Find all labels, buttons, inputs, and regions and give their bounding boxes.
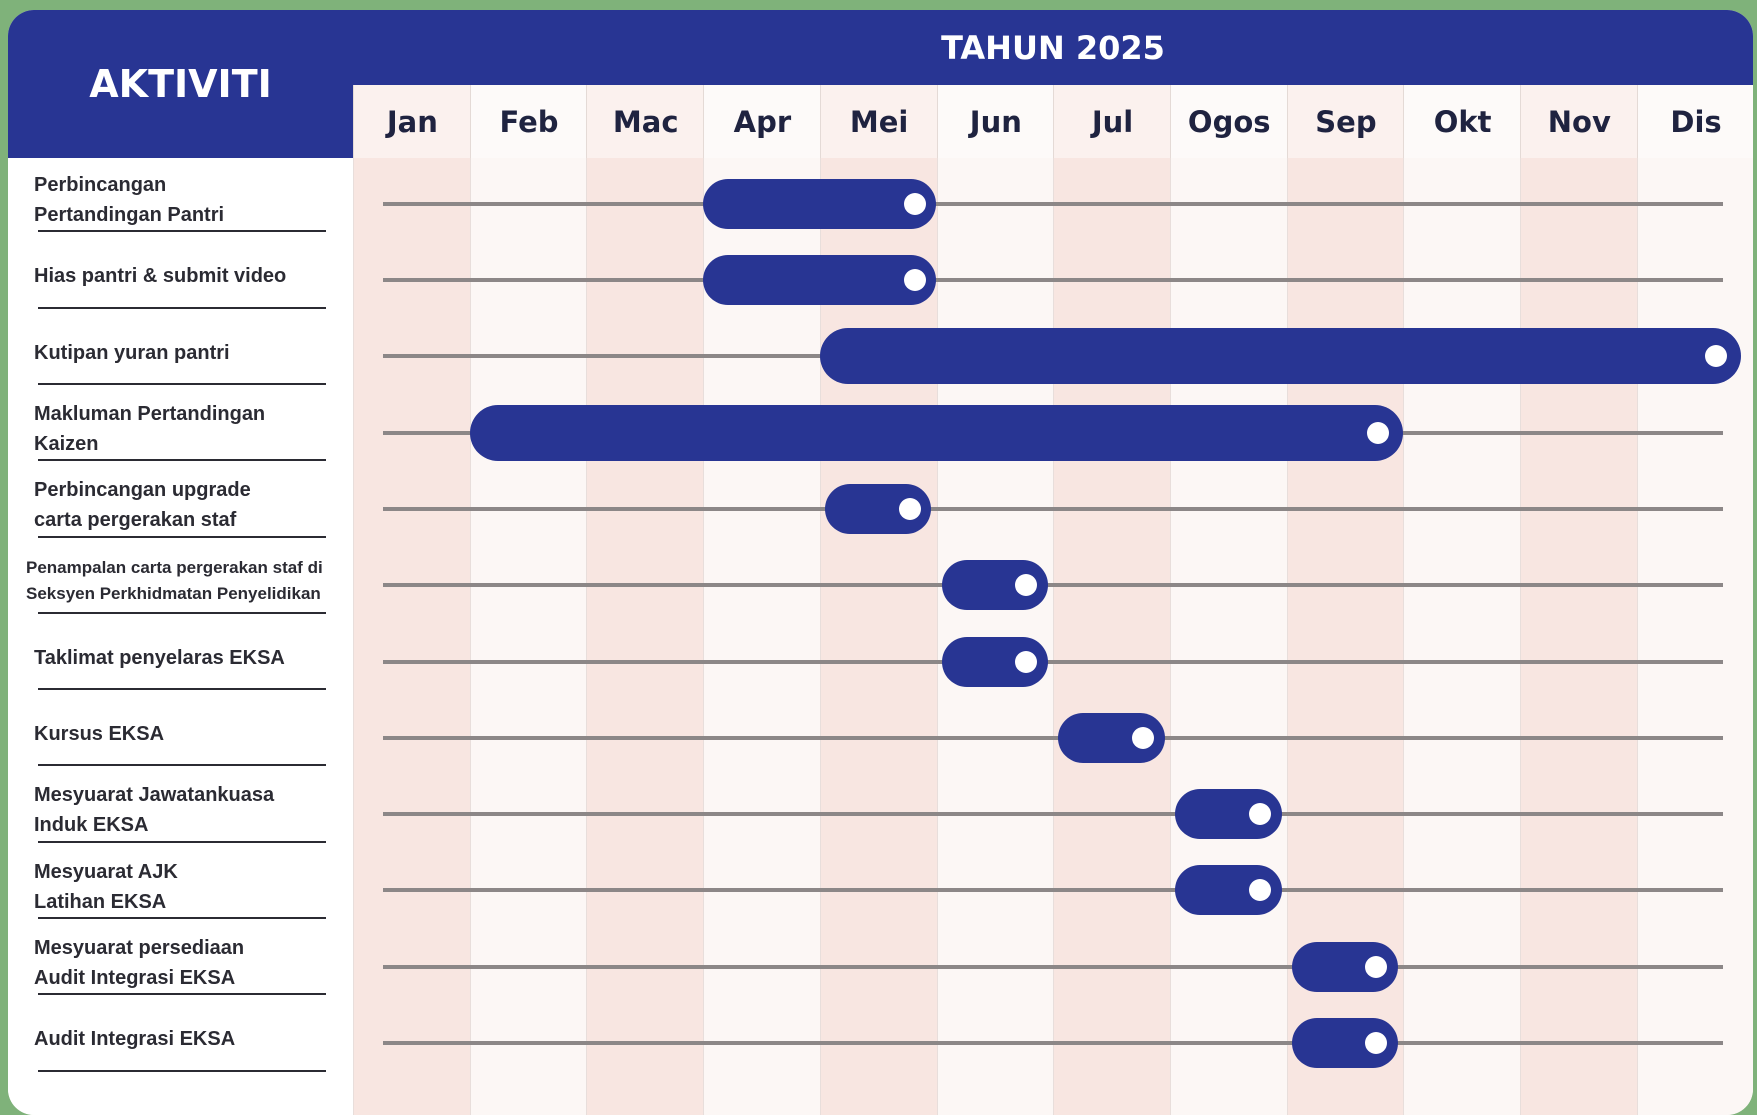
- task-end-marker: [904, 269, 926, 291]
- month-column: [1637, 158, 1753, 1115]
- row-separator: [38, 612, 326, 614]
- year-header: TAHUN 2025: [353, 10, 1753, 85]
- month-label: Dis: [1637, 85, 1753, 158]
- task-end-marker: [1365, 956, 1387, 978]
- row-separator: [38, 230, 326, 232]
- month-label: Okt: [1403, 85, 1521, 158]
- timeline-track: [383, 736, 1723, 740]
- activity-label-line: Kaizen: [34, 432, 99, 455]
- task-end-marker: [1132, 727, 1154, 749]
- row-separator: [38, 383, 326, 385]
- row-separator: [38, 536, 326, 538]
- activity-label-line: Perbincangan upgrade: [34, 479, 251, 502]
- task-end-marker: [1367, 422, 1389, 444]
- task-bar: [820, 328, 1741, 384]
- row-separator: [38, 993, 326, 995]
- task-bar: [703, 179, 936, 229]
- row-separator: [38, 917, 326, 919]
- row-separator: [38, 764, 326, 766]
- activity-label: [34, 399, 354, 459]
- timeline-track: [383, 583, 1723, 587]
- task-bar: [703, 255, 936, 305]
- month-column: [353, 158, 471, 1115]
- activity-label-line: Penampalan carta pergerakan staf di: [26, 558, 323, 578]
- month-label: Sep: [1287, 85, 1405, 158]
- timeline-track: [383, 965, 1723, 969]
- activity-label-line: Mesyuarat AJK: [34, 860, 178, 883]
- timeline-track: [383, 660, 1723, 664]
- timeline-track: [383, 1041, 1723, 1045]
- task-end-marker: [1249, 803, 1271, 825]
- month-label: Mac: [586, 85, 704, 158]
- month-column: [470, 158, 588, 1115]
- activity-label-line: Hias pantri & submit video: [34, 265, 287, 288]
- timeline-track: [383, 888, 1723, 892]
- activity-label: [34, 780, 354, 840]
- activity-label-line: Taklimat penyelaras EKSA: [34, 646, 285, 669]
- task-end-marker: [1249, 879, 1271, 901]
- month-label: Jan: [353, 85, 471, 158]
- activity-label: [34, 475, 354, 535]
- activity-label: [34, 338, 354, 368]
- task-end-marker: [1015, 651, 1037, 673]
- activity-label: [34, 170, 354, 230]
- activity-label-line: carta pergerakan staf: [34, 509, 237, 532]
- month-label: Mei: [820, 85, 938, 158]
- timeline-track: [383, 812, 1723, 816]
- activity-label-line: Makluman Pertandingan: [34, 402, 266, 425]
- month-column: [1520, 158, 1638, 1115]
- month-label: Apr: [703, 85, 821, 158]
- row-separator: [38, 459, 326, 461]
- activity-label: [34, 857, 354, 917]
- row-separator: [38, 841, 326, 843]
- activity-label: [34, 1024, 354, 1054]
- activity-label-line: Kursus EKSA: [34, 723, 165, 746]
- activity-label-line: Latihan EKSA: [34, 890, 167, 913]
- activity-label: [34, 933, 354, 993]
- month-column: [1053, 158, 1171, 1115]
- activity-label: [34, 643, 354, 673]
- activity-label-line: Mesyuarat Jawatankuasa: [34, 784, 275, 807]
- row-separator: [38, 688, 326, 690]
- task-end-marker: [899, 498, 921, 520]
- row-separator: [38, 307, 326, 309]
- activity-label: [34, 261, 354, 291]
- timeline-track: [383, 507, 1723, 511]
- activity-label: [26, 555, 346, 607]
- activity-label-line: Audit Integrasi EKSA: [34, 1028, 236, 1051]
- month-column: [586, 158, 704, 1115]
- month-label: Nov: [1520, 85, 1638, 158]
- month-label: Jul: [1053, 85, 1171, 158]
- activity-label-line: Pertandingan Pantri: [34, 203, 225, 226]
- activity-label-line: Audit Integrasi EKSA: [34, 966, 236, 989]
- activity-label-line: Mesyuarat persediaan: [34, 936, 245, 959]
- gantt-card: [8, 10, 1753, 1115]
- month-column: [1403, 158, 1521, 1115]
- activity-label-line: Seksyen Perkhidmatan Penyelidikan: [26, 584, 321, 604]
- activity-label-line: Induk EKSA: [34, 814, 149, 837]
- month-label: Jun: [937, 85, 1055, 158]
- month-label: Ogos: [1170, 85, 1288, 158]
- month-header-row: [353, 85, 1753, 158]
- month-label: Feb: [470, 85, 588, 158]
- timeline-track: [383, 202, 1723, 206]
- activity-label: [34, 719, 354, 749]
- timeline-track: [383, 278, 1723, 282]
- row-separator: [38, 1070, 326, 1072]
- month-column: [1170, 158, 1288, 1115]
- task-bar: [470, 405, 1404, 461]
- activity-header: AKTIVITI: [8, 10, 353, 158]
- task-end-marker: [904, 193, 926, 215]
- activity-label-line: Perbincangan: [34, 173, 167, 196]
- activity-label-line: Kutipan yuran pantri: [34, 341, 230, 364]
